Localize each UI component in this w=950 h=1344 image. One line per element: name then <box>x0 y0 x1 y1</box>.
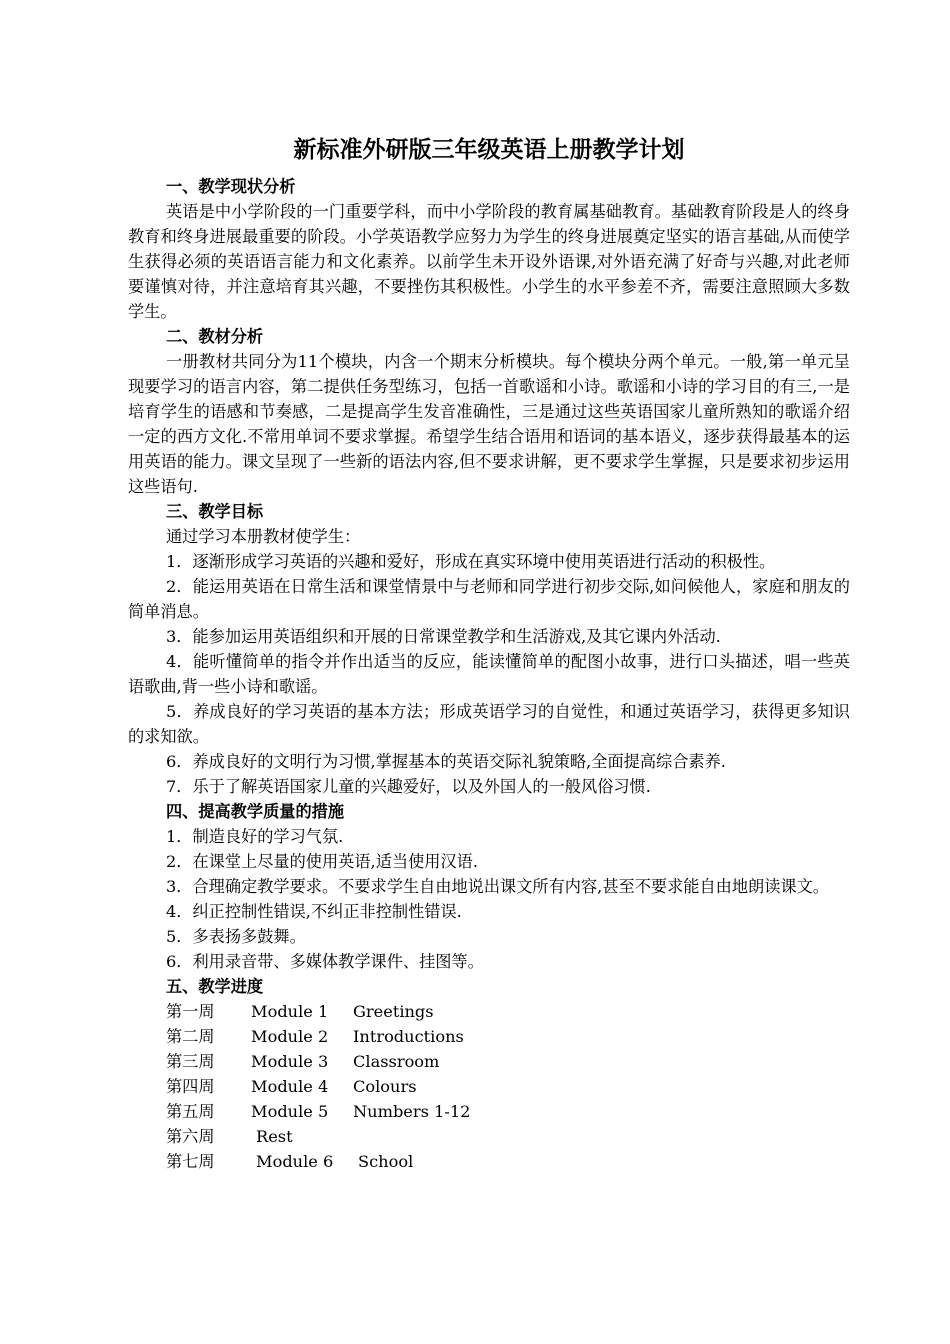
section-1-paragraph: 英语是中小学阶段的一门重要学科，而中小学阶段的教育属基础教育。基础教育阶段是人的终身教育和终身进展最重要的阶段。小学英语教学应努力为学生的终身进展奠定坚实的语言基础,从而使学生获得必须的英语语言能力和文化素养。以前学生未开设外语课,对外语充满了好奇与兴趣,对此老师要谨慎对待，并注意培育其兴趣，不要挫伤其积极性。小学生的水平参差不齐，需要注意照顾大多数学生。 <box>128 202 850 321</box>
measure-item: 4．纠正控制性错误,不纠正非控制性错误. <box>166 902 462 921</box>
schedule-row <box>128 1074 850 1099</box>
schedule-row <box>128 1149 850 1174</box>
section-2-paragraph: 一册教材共同分为11个模块，内含一个期末分析模块。每个模块分两个单元。一般,第一单元呈现要学习的语言内容，第二提供任务型练习，包括一首歌谣和小诗。歌谣和小诗的学习目的有三,一是培育学生的语感和节奏感，二是提高学生发音准确性，三是通过这些英语国家儿童所熟知的歌谣介绍一定的西方文化.不常用单词不要求掌握。希望学生结合语用和语词的基本语义，逐步获得最基本的运用英语的能力。课文呈现了一些新的语法内容,但不要求讲解，更不要求学生掌握，只是要求初步运用这些语句. <box>128 352 850 496</box>
schedule-row <box>128 1124 850 1149</box>
document-title: 新标准外研版三年级英语上册教学计划 <box>293 136 685 163</box>
schedule-topic: Introductions <box>353 1027 464 1046</box>
section-heading-2: 二、教材分析 <box>166 327 264 346</box>
goal-item: 5．养成良好的学习英语的基本方法；形成英语学习的自觉性，和通过英语学习，获得更多知识的求知欲。 <box>128 702 850 746</box>
measure-item: 3．合理确定教学要求。不要求学生自由地说出课文所有内容,甚至不要求能自由地朗读课文。 <box>166 877 829 896</box>
goal-item: 3．能参加运用英语组织和开展的日常课堂教学和生活游戏,及其它课内外活动. <box>166 627 721 646</box>
goal-item: 1．逐渐形成学习英语的兴趣和爱好，形成在真实环境中使用英语进行活动的积极性。 <box>166 552 776 571</box>
measure-item: 1．制造良好的学习气氛. <box>166 827 344 846</box>
schedule-row <box>128 1024 850 1049</box>
schedule-week: 第五周 <box>166 1102 215 1121</box>
schedule-module: Module 6 <box>256 1152 334 1171</box>
schedule-module: Module 5 <box>251 1102 329 1121</box>
section-heading-3: 三、教学目标 <box>166 502 264 521</box>
schedule-topic: Greetings <box>353 1002 434 1021</box>
schedule-week: 第六周 <box>166 1127 215 1146</box>
schedule-row <box>128 999 850 1024</box>
schedule-week: 第一周 <box>166 1002 215 1021</box>
schedule-row <box>128 1099 850 1124</box>
measure-item: 2．在课堂上尽量的使用英语,适当使用汉语. <box>166 852 478 871</box>
schedule-row <box>128 1049 850 1074</box>
schedule-week: 第七周 <box>166 1152 215 1171</box>
schedule-module: Module 4 <box>251 1077 329 1096</box>
schedule-week: 第三周 <box>166 1052 215 1071</box>
schedule-topic: Numbers 1-12 <box>353 1102 471 1121</box>
goal-item: 4．能听懂简单的指令并作出适当的反应，能读懂简单的配图小故事，进行口头描述，唱一些英语歌曲,背一些小诗和歌谣。 <box>128 652 850 696</box>
schedule-topic: Colours <box>353 1077 417 1096</box>
goal-item: 6．养成良好的文明行为习惯,掌握基本的英语交际礼貌策略,全面提高综合素养. <box>166 752 726 771</box>
schedule-module: Module 1 <box>251 1002 329 1021</box>
measure-item: 5．多表扬多鼓舞。 <box>166 927 306 946</box>
section-heading-4: 四、提高教学质量的措施 <box>166 802 345 821</box>
goal-item: 7．乐于了解英语国家儿童的兴趣爱好，以及外国人的一般风俗习惯. <box>166 777 651 796</box>
schedule-topic: Classroom <box>353 1052 440 1071</box>
schedule-week: 第二周 <box>166 1027 215 1046</box>
schedule-module: Module 2 <box>251 1027 329 1046</box>
section-heading-1: 一、教学现状分析 <box>166 177 296 196</box>
schedule-topic: School <box>358 1152 414 1171</box>
section-heading-5: 五、教学进度 <box>166 977 264 996</box>
measure-item: 6．利用录音带、多媒体教学课件、挂图等。 <box>166 952 484 971</box>
schedule-module: Module 3 <box>251 1052 329 1071</box>
section-3-intro: 通过学习本册教材使学生： <box>166 527 361 546</box>
schedule-week: 第四周 <box>166 1077 215 1096</box>
schedule-module: Rest <box>256 1127 293 1146</box>
document-page <box>128 130 850 1174</box>
goal-item: 2．能运用英语在日常生活和课堂情景中与老师和同学进行初步交际,如问候他人，家庭和朋友的简单消息。 <box>128 577 850 621</box>
